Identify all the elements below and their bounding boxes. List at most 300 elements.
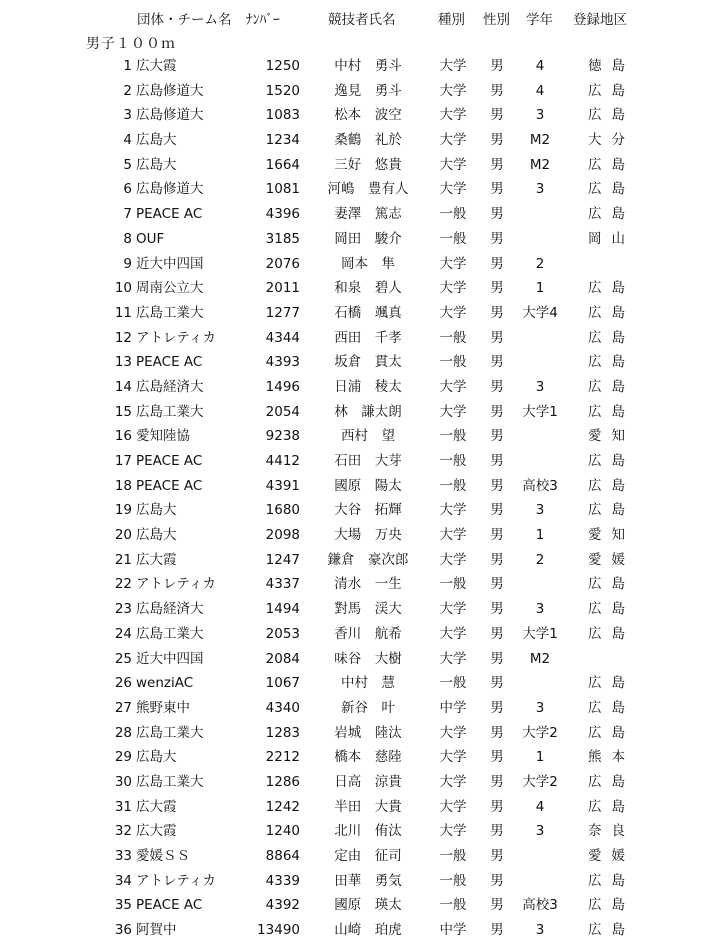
entry-no: 8: [123, 230, 132, 247]
category: 大学: [439, 601, 467, 618]
bib-number: 2084: [265, 650, 300, 667]
table-row: [0, 770, 724, 795]
bib-number: 1680: [265, 502, 300, 519]
sex: 男: [490, 601, 504, 618]
bib-number: 4344: [265, 329, 300, 346]
grade: 4: [535, 82, 545, 99]
table-row: [0, 647, 724, 672]
category: 大学: [439, 551, 467, 568]
category: 大学: [439, 58, 467, 74]
category: 大学: [439, 156, 467, 173]
sex: 男: [490, 280, 504, 297]
team-name: 広大霞: [136, 798, 177, 815]
sex: 男: [490, 428, 504, 445]
category: 大学: [439, 773, 467, 790]
region: 広島: [588, 206, 635, 223]
team-name: PEACE AC: [136, 453, 203, 469]
team-name: アトレティカ: [136, 872, 216, 889]
team-name: アトレティカ: [136, 576, 216, 593]
athlete-name: 新谷 叶: [341, 699, 395, 716]
table-row: [0, 498, 724, 523]
category: 大学: [439, 378, 467, 395]
grade: 3: [535, 181, 545, 198]
athlete-name: 大谷 拓輝: [334, 502, 402, 519]
bib-number: 1067: [265, 675, 300, 692]
table-row: [0, 745, 724, 770]
table-row: [0, 474, 724, 499]
team-name: 広大霞: [136, 58, 177, 74]
team-name: 近大中四国: [136, 255, 204, 272]
region: 熊本: [588, 749, 635, 766]
team-name: 広島工業大: [136, 625, 204, 642]
bib-number: 2011: [265, 280, 300, 297]
athlete-name: 岡田 駿介: [334, 230, 402, 247]
region: 広島: [588, 922, 635, 939]
athlete-name: 山崎 珀虎: [334, 922, 402, 939]
bib-number: 1240: [265, 823, 300, 840]
athlete-name: 味谷 大樹: [334, 650, 402, 667]
entry-no: 17: [114, 453, 132, 469]
header-number: ﾅﾝﾊﾞｰ: [246, 12, 280, 28]
category: 大学: [439, 625, 467, 642]
entry-no: 25: [114, 650, 132, 667]
entry-no: 31: [114, 798, 132, 815]
bib-number: 1081: [265, 181, 300, 198]
athlete-name: 日高 涼貴: [334, 773, 402, 790]
category: 大学: [439, 304, 467, 321]
athlete-name: 香川 航希: [334, 625, 402, 642]
entry-list: [0, 54, 724, 943]
region: 広島: [588, 625, 635, 642]
athlete-name: 西村 望: [341, 428, 395, 445]
entry-no: 32: [114, 823, 132, 840]
entry-no: 30: [114, 773, 132, 790]
bib-number: 2053: [265, 625, 300, 642]
bib-number: 13490: [257, 922, 300, 939]
bib-number: 4340: [265, 699, 300, 716]
table-row: [0, 252, 724, 277]
category: 大学: [439, 650, 467, 667]
bib-number: 9238: [265, 428, 300, 445]
region: 広島: [588, 82, 635, 99]
team-name: 広大霞: [136, 823, 177, 840]
team-name: 広島大: [136, 156, 177, 173]
category: 大学: [439, 724, 467, 741]
team-name: 愛知陸協: [136, 428, 190, 445]
team-name: 近大中四国: [136, 650, 204, 667]
table-row: [0, 227, 724, 252]
sex: 男: [490, 798, 504, 815]
team-name: 広島大: [136, 527, 177, 544]
grade: 大学1: [522, 403, 558, 420]
team-name: PEACE AC: [136, 897, 203, 914]
table-row: [0, 79, 724, 104]
grade: 3: [535, 823, 545, 840]
sex: 男: [490, 699, 504, 716]
entry-no: 19: [114, 502, 132, 519]
entry-no: 12: [114, 329, 132, 346]
sex: 男: [490, 897, 504, 914]
bib-number: 4337: [265, 576, 300, 593]
grade: M2: [529, 132, 551, 149]
region: 岡山: [588, 230, 635, 247]
grade: 大学2: [522, 724, 558, 741]
entry-no: 14: [114, 378, 132, 395]
athlete-name: 國原 陽太: [334, 477, 402, 494]
region: 愛知: [588, 527, 635, 544]
table-row: [0, 572, 724, 597]
header-sex: 性別: [483, 12, 510, 28]
region: 広島: [588, 601, 635, 618]
bib-number: 4339: [265, 872, 300, 889]
category: 大学: [439, 181, 467, 198]
athlete-name: 橋本 慈陸: [334, 749, 402, 766]
entry-no: 2: [123, 82, 132, 99]
entry-no: 6: [123, 181, 132, 198]
grade: 3: [535, 502, 545, 519]
table-row: [0, 918, 724, 943]
athlete-name: 河嶋 豊有人: [327, 181, 409, 198]
sex: 男: [490, 304, 504, 321]
entry-no: 15: [114, 403, 132, 420]
region: 広島: [588, 354, 635, 371]
region: 広島: [588, 378, 635, 395]
sex: 男: [490, 132, 504, 149]
sex: 男: [490, 724, 504, 741]
header-kind: 種別: [438, 12, 465, 28]
bib-number: 2212: [265, 749, 300, 766]
region: 愛媛: [588, 848, 635, 864]
athlete-name: 半田 大貴: [334, 798, 402, 815]
sex: 男: [490, 206, 504, 223]
athlete-name: 三好 悠貴: [334, 156, 402, 173]
bib-number: 4412: [265, 453, 300, 469]
region: 広島: [588, 181, 635, 198]
grade: 高校3: [522, 477, 558, 494]
category: 一般: [439, 354, 467, 371]
category: 大学: [439, 749, 467, 766]
athlete-name: 國原 瑛太: [334, 897, 402, 914]
athlete-name: 西田 千孝: [334, 329, 402, 346]
grade: 3: [535, 922, 545, 939]
athlete-name: 桑鶴 礼於: [334, 132, 402, 149]
category: 一般: [439, 576, 467, 593]
grade: 4: [535, 58, 545, 74]
region: 愛知: [588, 428, 635, 445]
team-name: 阿賀中: [136, 922, 177, 939]
team-name: 広島修道大: [136, 82, 204, 99]
bib-number: 2054: [265, 403, 300, 420]
entry-no: 35: [114, 897, 132, 914]
category: 大学: [439, 280, 467, 297]
category: 大学: [439, 403, 467, 420]
sex: 男: [490, 823, 504, 840]
team-name: アトレティカ: [136, 329, 216, 346]
table-row: [0, 301, 724, 326]
table-row: [0, 622, 724, 647]
entry-no: 4: [123, 132, 132, 149]
team-name: 広島経済大: [136, 601, 204, 618]
region: 広島: [588, 502, 635, 519]
sex: 男: [490, 354, 504, 371]
athlete-name: 岩城 陸汰: [334, 724, 402, 741]
region: 広島: [588, 329, 635, 346]
region: 広島: [588, 304, 635, 321]
team-name: 広島経済大: [136, 378, 204, 395]
table-row: [0, 696, 724, 721]
sex: 男: [490, 773, 504, 790]
column-header-row: [0, 8, 724, 28]
bib-number: 2098: [265, 527, 300, 544]
team-name: OUF: [136, 230, 165, 247]
sex: 男: [490, 502, 504, 519]
grade: M2: [529, 156, 551, 173]
bib-number: 1283: [265, 724, 300, 741]
grade: 1: [535, 749, 545, 766]
bib-number: 4391: [265, 477, 300, 494]
category: 中学: [439, 699, 467, 716]
team-name: 広島大: [136, 132, 177, 149]
entry-no: 34: [114, 872, 132, 889]
category: 大学: [439, 798, 467, 815]
table-row: [0, 721, 724, 746]
entry-no: 3: [123, 107, 132, 124]
bib-number: 1496: [265, 378, 300, 395]
team-name: 広島修道大: [136, 107, 204, 124]
header-grade: 学年: [526, 12, 553, 28]
category: 一般: [439, 230, 467, 247]
bib-number: 1234: [265, 132, 300, 149]
region: 広島: [588, 699, 635, 716]
grade: 3: [535, 699, 545, 716]
table-row: [0, 103, 724, 128]
table-row: [0, 177, 724, 202]
bib-number: 1250: [265, 58, 300, 74]
athlete-name: 和泉 碧人: [334, 280, 402, 297]
header-region: 登録地区: [573, 12, 627, 28]
bib-number: 8864: [265, 848, 300, 864]
athlete-name: 清水 一生: [334, 576, 402, 593]
table-row: [0, 671, 724, 696]
athlete-name: 大場 万央: [334, 527, 402, 544]
sex: 男: [490, 527, 504, 544]
team-name: 広島工業大: [136, 403, 204, 420]
sex: 男: [490, 650, 504, 667]
sex: 男: [490, 181, 504, 198]
region: 広島: [588, 897, 635, 914]
bib-number: 1083: [265, 107, 300, 124]
grade: 大学4: [522, 304, 558, 321]
entry-no: 16: [114, 428, 132, 445]
table-row: [0, 893, 724, 918]
table-row: [0, 449, 724, 474]
entry-no: 21: [114, 551, 132, 568]
table-row: [0, 795, 724, 820]
entry-no: 10: [114, 280, 132, 297]
sex: 男: [490, 625, 504, 642]
athlete-name: 對馬 渓大: [334, 601, 402, 618]
category: 大学: [439, 527, 467, 544]
region: 広島: [588, 724, 635, 741]
athlete-name: 中村 慧: [341, 675, 395, 692]
grade: 高校3: [522, 897, 558, 914]
athlete-name: 田華 勇気: [334, 872, 402, 889]
athlete-name: 林 謙太朗: [334, 403, 402, 420]
athlete-name: 妻澤 篤志: [334, 206, 402, 223]
bib-number: 2076: [265, 255, 300, 272]
table-row: [0, 202, 724, 227]
team-name: 広島大: [136, 502, 177, 519]
bib-number: 1664: [265, 156, 300, 173]
sex: 男: [490, 922, 504, 939]
sex: 男: [490, 156, 504, 173]
sex: 男: [490, 230, 504, 247]
category: 一般: [439, 453, 467, 469]
entry-no: 29: [114, 749, 132, 766]
team-name: 広島工業大: [136, 773, 204, 790]
table-row: [0, 869, 724, 894]
table-row: [0, 424, 724, 449]
grade: 1: [535, 280, 545, 297]
grade: 1: [535, 527, 545, 544]
grade: 3: [535, 601, 545, 618]
header-name: 競技者氏名: [328, 12, 396, 28]
region: 徳島: [588, 58, 635, 74]
athlete-name: 岡本 隼: [341, 255, 395, 272]
table-row: [0, 523, 724, 548]
table-row: [0, 819, 724, 844]
region: 広島: [588, 675, 635, 692]
bib-number: 1247: [265, 551, 300, 568]
grade: 3: [535, 378, 545, 395]
athlete-name: 松本 波空: [334, 107, 402, 124]
entry-no: 26: [114, 675, 132, 692]
region: 広島: [588, 403, 635, 420]
table-row: [0, 350, 724, 375]
region: 広島: [588, 107, 635, 124]
table-row: [0, 153, 724, 178]
entry-no: 9: [123, 255, 132, 272]
team-name: 広島修道大: [136, 181, 204, 198]
athlete-name: 日浦 稜太: [334, 378, 402, 395]
team-name: wenziAC: [136, 675, 194, 692]
bib-number: 1520: [265, 82, 300, 99]
grade: M2: [529, 650, 551, 667]
table-row: [0, 54, 724, 79]
grade: 3: [535, 107, 545, 124]
sex: 男: [490, 576, 504, 593]
category: 一般: [439, 477, 467, 494]
athlete-name: 逸見 勇斗: [334, 82, 402, 99]
sex: 男: [490, 675, 504, 692]
event-title: 男子１００ｍ: [86, 36, 176, 52]
bib-number: 3185: [265, 230, 300, 247]
athlete-name: 石橋 颯真: [334, 304, 402, 321]
sex: 男: [490, 872, 504, 889]
sex: 男: [490, 477, 504, 494]
category: 一般: [439, 897, 467, 914]
category: 一般: [439, 848, 467, 864]
bib-number: 1242: [265, 798, 300, 815]
athlete-name: 定由 征司: [334, 848, 402, 864]
header-team: 団体・チーム名: [137, 12, 232, 28]
region: 広島: [588, 798, 635, 815]
table-row: [0, 597, 724, 622]
athlete-name: 中村 勇斗: [334, 58, 402, 74]
athlete-name: 鎌倉 豪次郎: [327, 551, 409, 568]
table-row: [0, 326, 724, 351]
category: 大学: [439, 132, 467, 149]
sex: 男: [490, 749, 504, 766]
category: 一般: [439, 872, 467, 889]
entry-no: 1: [123, 58, 132, 74]
table-row: [0, 276, 724, 301]
team-name: 広大霞: [136, 551, 177, 568]
entry-no: 5: [123, 156, 132, 173]
region: 広島: [588, 280, 635, 297]
category: 一般: [439, 206, 467, 223]
sex: 男: [490, 329, 504, 346]
category: 大学: [439, 255, 467, 272]
bib-number: 4392: [265, 897, 300, 914]
grade: 2: [535, 255, 545, 272]
entry-no: 20: [114, 527, 132, 544]
athlete-name: 北川 侑汰: [334, 823, 402, 840]
team-name: PEACE AC: [136, 206, 203, 223]
category: 一般: [439, 675, 467, 692]
sex: 男: [490, 551, 504, 568]
region: 広島: [588, 773, 635, 790]
bib-number: 4393: [265, 354, 300, 371]
grade: 大学1: [522, 625, 558, 642]
entry-no: 11: [114, 304, 132, 321]
sex: 男: [490, 255, 504, 272]
sex: 男: [490, 403, 504, 420]
table-row: [0, 548, 724, 573]
region: 広島: [588, 576, 635, 593]
entry-no: 27: [114, 699, 132, 716]
grade: 4: [535, 798, 545, 815]
sex: 男: [490, 453, 504, 469]
team-name: PEACE AC: [136, 477, 203, 494]
bib-number: 1277: [265, 304, 300, 321]
region: 大分: [588, 132, 635, 149]
sex: 男: [490, 58, 504, 74]
team-name: 周南公立大: [136, 280, 204, 297]
athlete-name: 坂倉 貫太: [334, 354, 402, 371]
entry-no: 33: [114, 848, 132, 864]
category: 一般: [439, 428, 467, 445]
entry-no: 13: [114, 354, 132, 371]
table-row: [0, 128, 724, 153]
region: 奈良: [588, 823, 635, 840]
table-row: [0, 400, 724, 425]
category: 大学: [439, 823, 467, 840]
bib-number: 1286: [265, 773, 300, 790]
sex: 男: [490, 378, 504, 395]
entry-no: 22: [114, 576, 132, 593]
grade: 大学2: [522, 773, 558, 790]
team-name: 広島工業大: [136, 724, 204, 741]
team-name: 広島工業大: [136, 304, 204, 321]
region: 広島: [588, 477, 635, 494]
region: 広島: [588, 453, 635, 469]
table-row: [0, 375, 724, 400]
team-name: 熊野東中: [136, 699, 190, 716]
entry-no: 23: [114, 601, 132, 618]
region: 愛媛: [588, 551, 635, 568]
sex: 男: [490, 107, 504, 124]
